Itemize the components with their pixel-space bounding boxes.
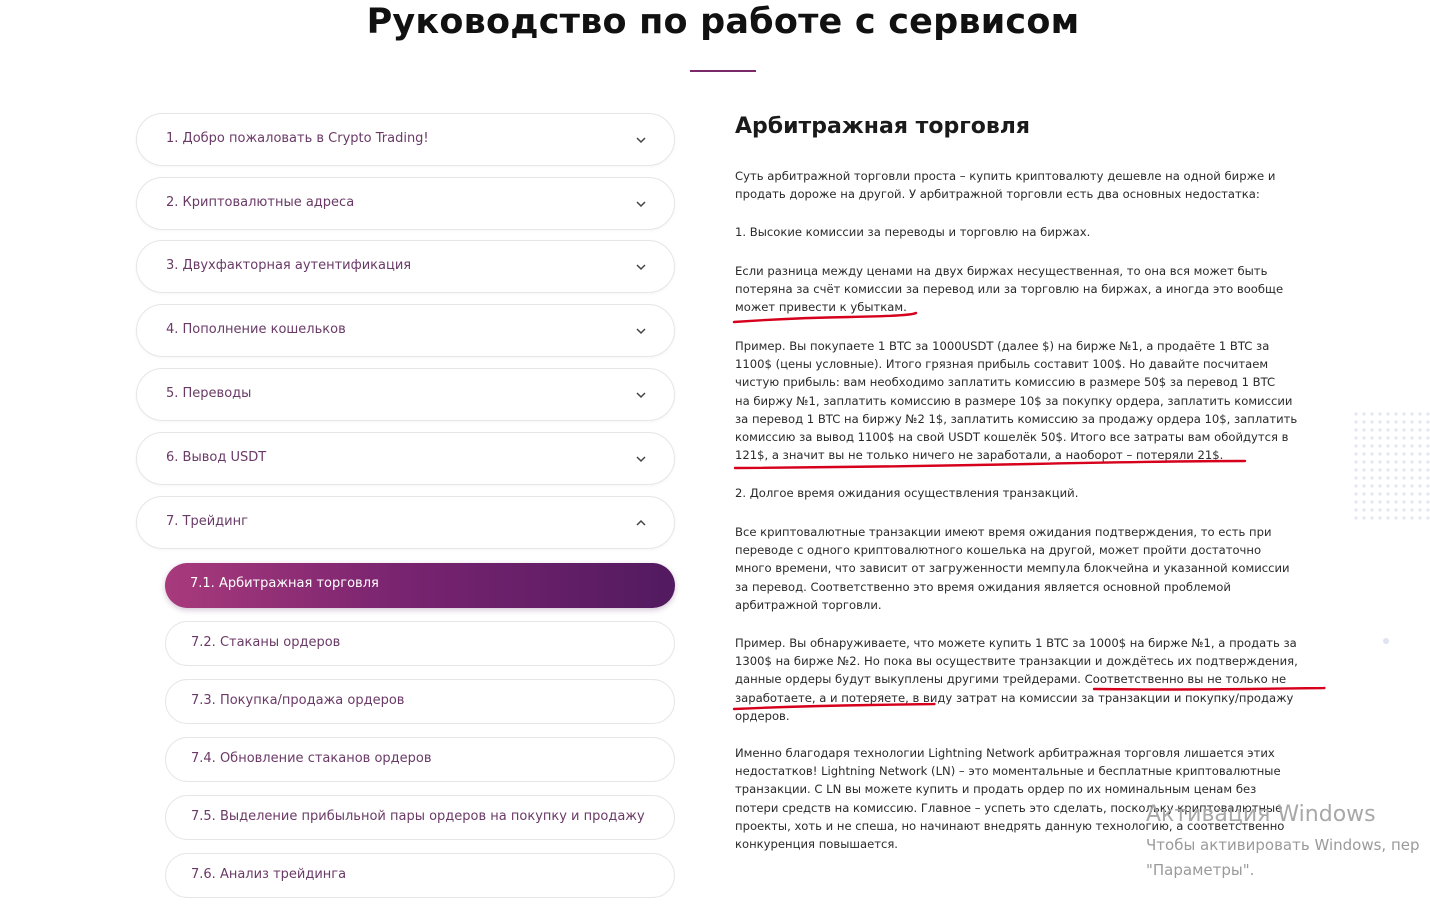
subitem-buy-sell[interactable]: [165, 679, 675, 724]
subitem-label: 7.1. Арбитражная торговля: [190, 576, 379, 591]
article-paragraph: Все криптовалютные транзакции имеют время ожидания подтверждения, то есть при переводе с одного криптовалютного кошелька на другой, может пройти достаточно много времени, что зависит от загруженности мемпула блокчейна и указанной комиссии за перевод. Соответственно это время ожидания является основной проблемой арбитражной торговли.: [735, 525, 1290, 612]
windows-watermark-title: Активация Windows: [1146, 802, 1376, 827]
subitem-label: 7.6. Анализ трейдинга: [191, 867, 347, 882]
subitem-order-books[interactable]: [165, 621, 675, 666]
accordion-item-welcome[interactable]: [136, 113, 675, 166]
chevron-down-icon: [634, 133, 648, 147]
subitem-arbitrage[interactable]: [165, 563, 675, 608]
windows-watermark-text: Чтобы активировать Windows, пер: [1146, 836, 1420, 854]
subitem-label: 7.5. Выделение прибыльной пары ордеров на покупку и продажу: [191, 809, 645, 824]
accordion-item-trading[interactable]: [136, 496, 675, 549]
accordion-item-label: 4. Пополнение кошельков: [166, 322, 346, 337]
article-paragraph: Пример. Вы покупаете 1 BTC за 1000USDT (далее $) на бирже №1, а продаёте 1 BTC за 1100$ (цены условные). Итого грязная прибыль составит 100$. Но давайте посчитаем чистую прибыль: вам необходимо заплатить комиссию в размере 50$ за перевод 1 BTC на биржу №1, заплатить комиссию в размере 10$ за покупку ордера, заплатить комиссии за перевод 1 BTC на биржу №2 1$, заплатить комиссию за продажу ордера 10$, заплатить комиссию за вывод 1100$ на свой USDT кошелёк 50$. Итого все затраты вам обойдутся в 121$, а значит вы не только ничего не заработали, а наоборот – потеряли 21$.: [735, 339, 1298, 463]
accordion-item-label: 3. Двухфакторная аутентификация: [166, 258, 412, 273]
subitem-label: 7.3. Покупка/продажа ордеров: [191, 693, 405, 708]
article-paragraph: 1. Высокие комиссии за переводы и торговлю на биржах.: [735, 225, 1091, 239]
accordion-item-withdraw[interactable]: [136, 432, 675, 485]
chevron-down-icon: [634, 388, 648, 402]
accordion-item-deposit[interactable]: [136, 304, 675, 357]
subitem-update-books[interactable]: [165, 737, 675, 782]
subitem-label: 7.4. Обновление стаканов ордеров: [191, 751, 432, 766]
chevron-down-icon: [634, 260, 648, 274]
article-title: Арбитражная торговля: [735, 114, 1031, 139]
windows-watermark-text: "Параметры".: [1146, 861, 1255, 879]
accordion-item-label: 5. Переводы: [166, 386, 252, 401]
chevron-down-icon: [634, 197, 648, 211]
chevron-down-icon: [634, 324, 648, 338]
title-underline: [690, 70, 756, 72]
page-title: Руководство по работе с сервисом: [366, 2, 1080, 42]
accordion-item-label: 7. Трейдинг: [166, 514, 248, 529]
chevron-up-icon: [634, 516, 648, 530]
subitem-profitable-pair[interactable]: [165, 795, 675, 840]
accordion-item-label: 2. Криптовалютные адреса: [166, 195, 355, 210]
decorative-dot: [1383, 638, 1389, 644]
accordion-item-label: 6. Вывод USDT: [166, 450, 267, 465]
decorative-dots: [1352, 410, 1430, 520]
accordion-item-2fa[interactable]: [136, 240, 675, 293]
article-paragraph: Именно благодаря технологии Lightning Network арбитражная торговля лишается этих недостатков! Lightning Network (LN) – это моментальные и бесплатные криптовалютные транзакции. С LN вы можете купить и продать ордер по их номинальным ценам без потери средств на комиссию. Главное – успеть это сделать, поскольку криптовалютные проекты, хоть и не спеша, но начинают внедрять данную технологию, а соответственно конкуренция повышается.: [735, 746, 1285, 852]
subitem-label: 7.2. Стаканы ордеров: [191, 635, 341, 650]
subitem-analysis[interactable]: [165, 853, 675, 898]
article-paragraph: Суть арбитражной торговли проста – купить криптовалюту дешевле на одной бирже и продать дороже на другой. У арбитражной торговли есть два основных недостатка:: [735, 169, 1276, 202]
accordion-item-transfers[interactable]: [136, 368, 675, 421]
article-paragraph: 2. Долгое время ожидания осуществления транзакций.: [735, 486, 1079, 500]
article-paragraph: Если разница между ценами на двух биржах несущественная, то она вся может быть потеряна за счёт комиссии за перевод или за торговлю на биржах, а иногда это вообще может привести к убыткам.: [735, 264, 1284, 315]
chevron-down-icon: [634, 452, 648, 466]
article-paragraph: Пример. Вы обнаруживаете, что можете купить 1 BTC за 1000$ на бирже №1, а продать за 1300$ на бирже №2. Но пока вы осуществите транзакции и дождётесь их подтверждения, данные ордеры будут выкуплены другими трейдерами. Соответственно вы не только не заработаете, а и потеряете, в виду затрат на комиссии за транзакции и покупку/продажу ордеров.: [735, 636, 1298, 723]
accordion-item-addresses[interactable]: [136, 177, 675, 230]
accordion-item-label: 1. Добро пожаловать в Crypto Trading!: [166, 131, 429, 146]
